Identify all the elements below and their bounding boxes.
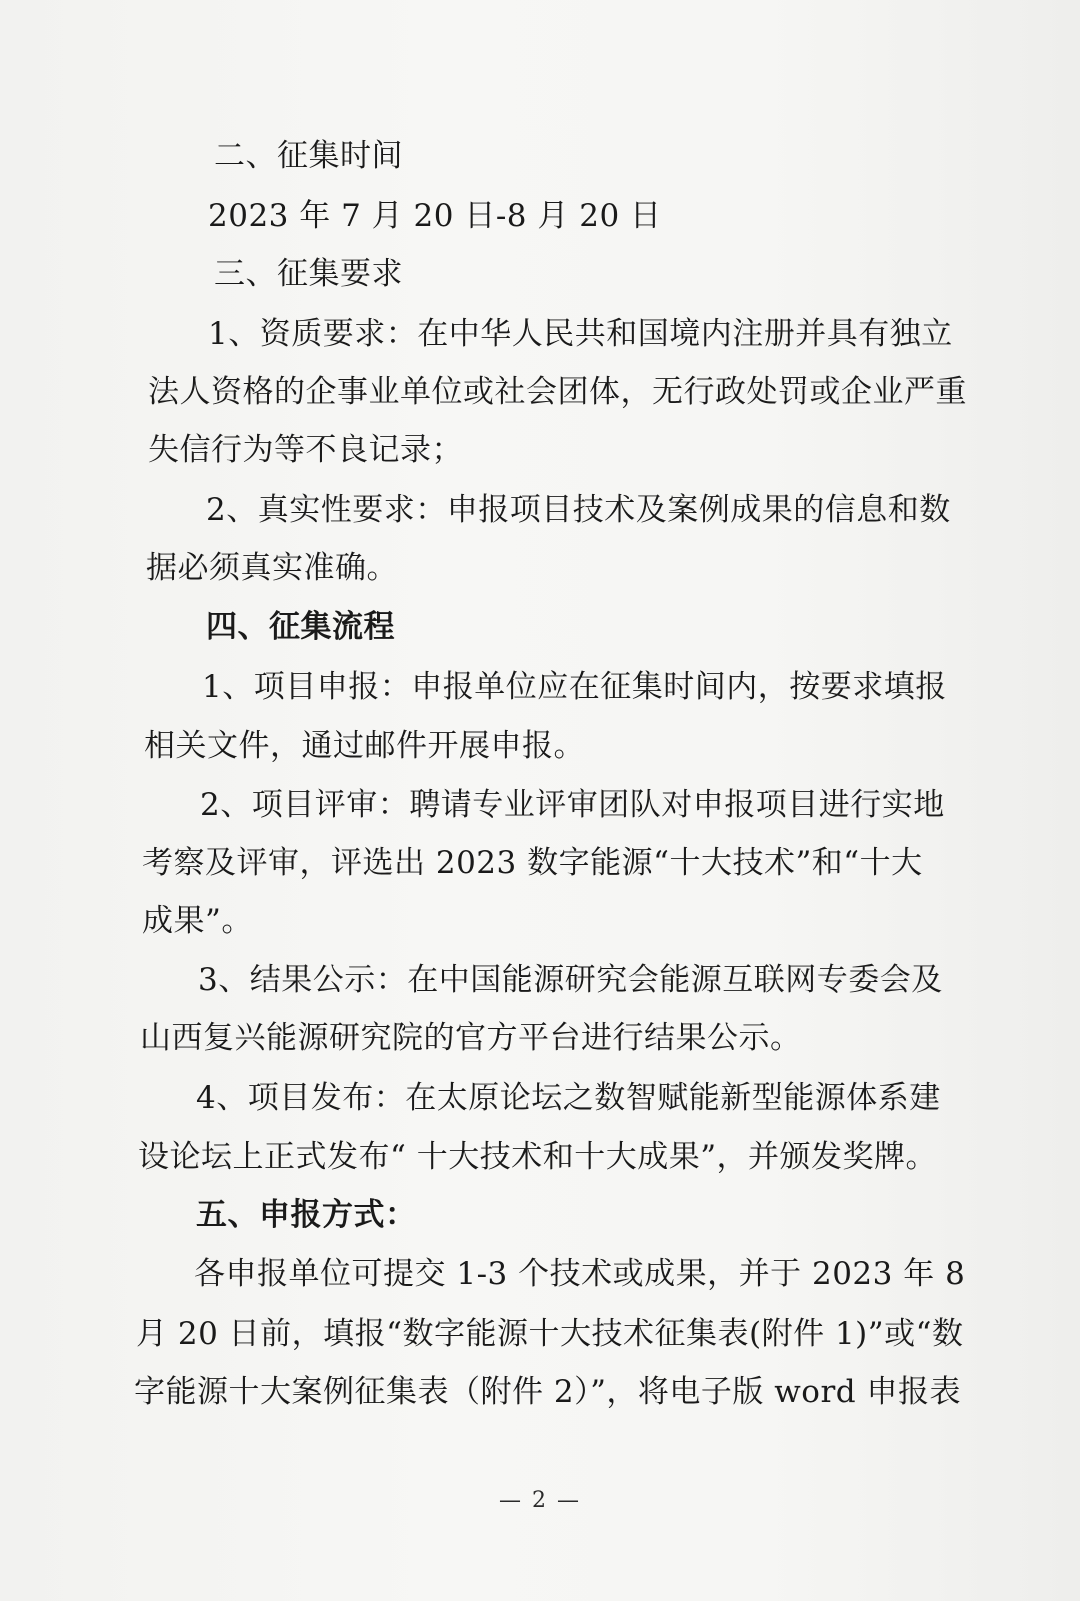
section-4-paragraph-3-line-2: 山西复兴能源研究院的官方平台进行结果公示。 — [140, 1020, 802, 1056]
section-3-paragraph-1-line-3: 失信行为等不良记录； — [148, 432, 463, 468]
section-4-heading: 四、征集流程 — [206, 609, 395, 645]
section-5-paragraph-1-line-2: 月 20 日前，填报“数字能源十大技术征集表(附件 1)”或“数 — [136, 1316, 964, 1352]
section-4-paragraph-3-line-1: 3、结果公示：在中国能源研究会能源互联网专委会及 — [198, 962, 943, 998]
section-5-paragraph-1-line-3: 字能源十大案例征集表（附件 2）”，将电子版 word 申报表 — [134, 1374, 961, 1410]
section-3-paragraph-1-line-1: 1、资质要求：在中华人民共和国境内注册并具有独立 — [208, 316, 953, 352]
section-4-paragraph-2-line-1: 2、项目评审：聘请专业评审团队对申报项目进行实地 — [200, 787, 945, 823]
section-3-paragraph-2-line-2: 据必须真实准确。 — [146, 550, 398, 586]
section-2-heading: 二、征集时间 — [214, 138, 403, 174]
section-3-paragraph-2-line-1: 2、真实性要求：申报项目技术及案例成果的信息和数 — [206, 492, 951, 528]
section-2-date: 2023 年 7 月 20 日-8 月 20 日 — [208, 198, 662, 234]
section-5-heading: 五、申报方式： — [196, 1197, 417, 1233]
section-5-paragraph-1-line-1: 各申报单位可提交 1-3 个技术或成果，并于 2023 年 8 — [194, 1256, 966, 1292]
page-number: — 2 — — [499, 1488, 581, 1513]
section-4-paragraph-4-line-1: 4、项目发布：在太原论坛之数智赋能新型能源体系建 — [196, 1080, 941, 1116]
section-3-heading: 三、征集要求 — [214, 256, 403, 292]
section-4-paragraph-1-line-1: 1、项目申报：申报单位应在征集时间内，按要求填报 — [202, 669, 947, 705]
section-4-paragraph-2-line-3: 成果”。 — [142, 903, 253, 939]
section-4-paragraph-2-line-2: 考察及评审，评选出 2023 数字能源“十大技术”和“十大 — [142, 845, 923, 881]
section-4-paragraph-1-line-2: 相关文件，通过邮件开展申报。 — [144, 728, 585, 764]
section-4-paragraph-4-line-2: 设论坛上正式发布“ 十大技术和十大成果”，并颁发奖牌。 — [138, 1139, 938, 1175]
section-3-paragraph-1-line-2: 法人资格的企事业单位或社会团体，无行政处罚或企业严重 — [148, 374, 967, 410]
